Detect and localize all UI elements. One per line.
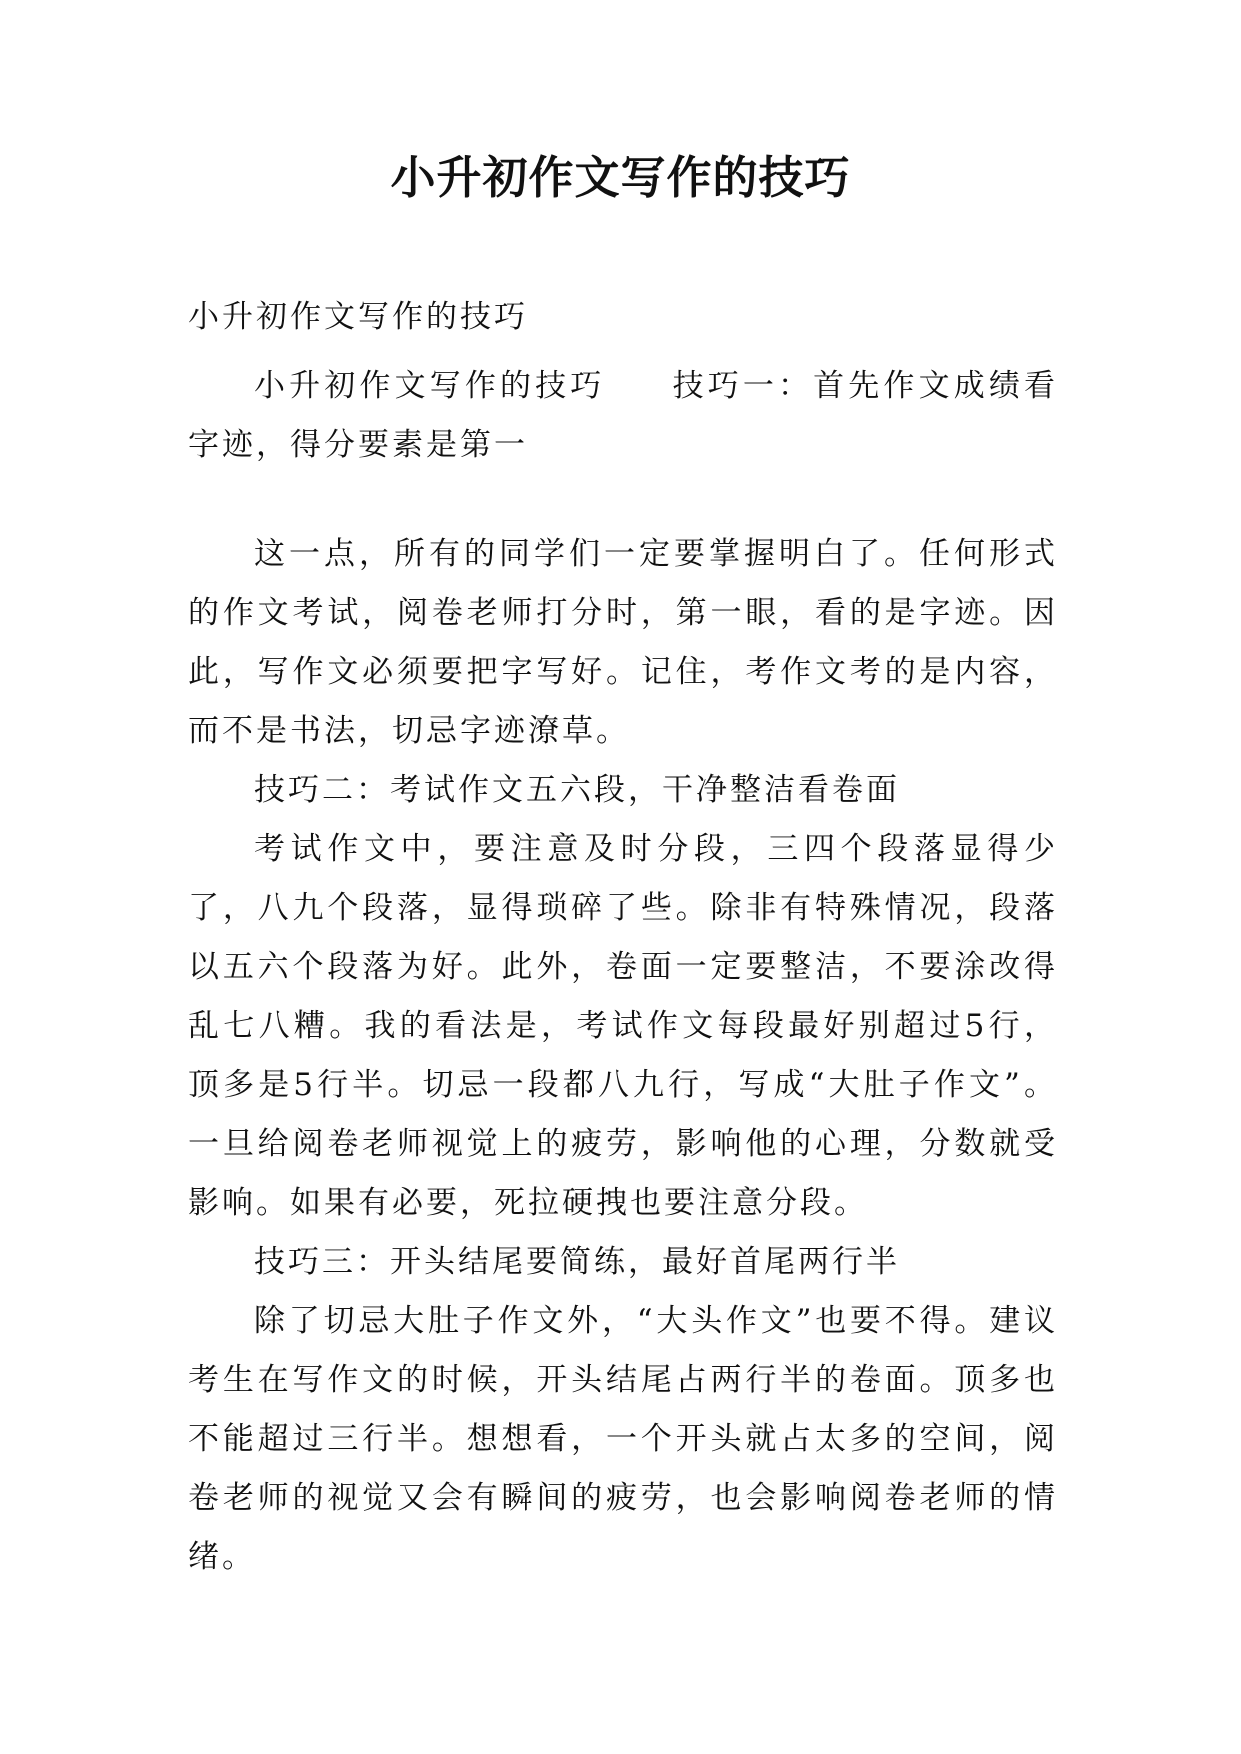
document-subtitle: 小升初作文写作的技巧 xyxy=(188,299,528,335)
paragraph-heading-3: 技巧三：开头结尾要简练，最好首尾两行半 xyxy=(254,1244,900,1280)
paragraph-3: 除了切忌大肚子作文外，“大头作文”也要不得。建议考生在写作文的时候，开头结尾占两行半的卷面。顶多也不能超过三行半。想想看，一个开头就占太多的空间，阅卷老师的视觉又会有瞬间的疲劳，也会影响阅卷老师的情绪。 xyxy=(188,1303,1058,1575)
intro-left-text: 小升初作文写作的技巧 xyxy=(254,368,606,404)
paragraph-heading-2: 技巧二：考试作文五六段，干净整洁看卷面 xyxy=(254,772,900,808)
intro-paragraph xyxy=(188,357,1058,475)
paragraph-2: 考试作文中，要注意及时分段，三四个段落显得少了，八九个段落，显得琐碎了些。除非有特殊情况，段落以五六个段落为好。此外，卷面一定要整洁，不要涂改得乱七八糟。我的看法是，考试作文每段最好别超过5行，顶多是5行半。切忌一段都八九行，写成“大肚子作文”。一旦给阅卷老师视觉上的疲劳，影响他的心理，分数就受影响。如果有必要，死拉硬拽也要注意分段。 xyxy=(188,831,1058,1221)
document-body xyxy=(188,357,1058,1587)
paragraph-1: 这一点，所有的同学们一定要掌握明白了。任何形式的作文考试，阅卷老师打分时，第一眼，看的是字迹。因此，写作文必须要把字写好。记住，考作文考的是内容，而不是书法，切忌字迹潦草。 xyxy=(188,536,1058,749)
document-title: 小升初作文写作的技巧 xyxy=(390,151,851,204)
intro-right-text: 技巧一：首先作文成绩看字迹，得分要素是第一 xyxy=(188,368,1059,463)
